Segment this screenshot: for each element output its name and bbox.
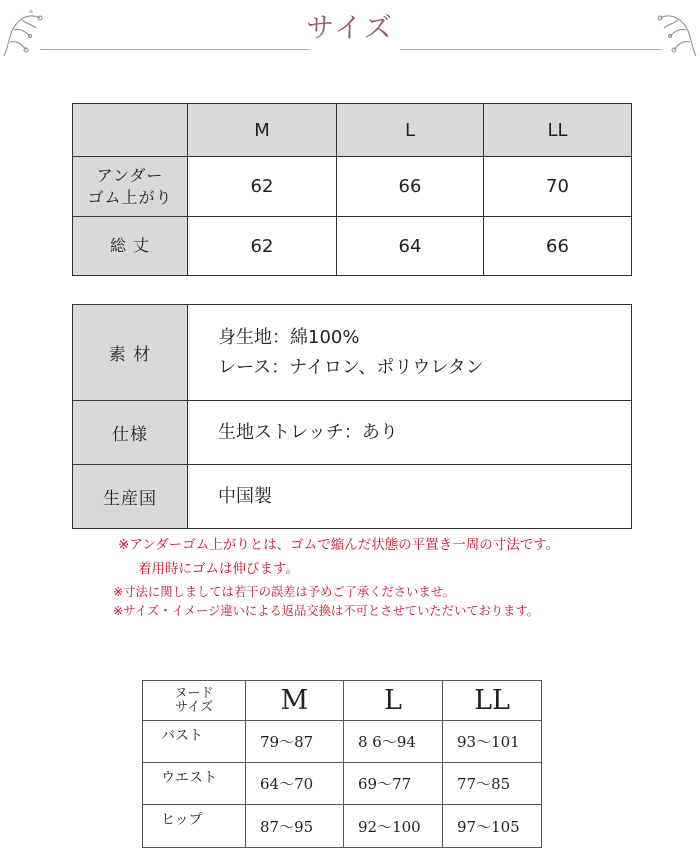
value-cell: 79～87 xyxy=(246,721,344,763)
table-row xyxy=(73,305,632,401)
value-cell: 87～95 xyxy=(246,805,344,848)
nude-col-m: M xyxy=(246,681,344,721)
floral-ornament-right-icon xyxy=(652,8,700,58)
spec-label: 仕様 xyxy=(73,401,188,465)
origin-label: 生産国 xyxy=(73,465,188,529)
col-header-l: L xyxy=(337,104,484,157)
size-table xyxy=(72,103,632,276)
value-cell: 64～70 xyxy=(246,763,344,805)
col-header-ll: LL xyxy=(484,104,632,157)
value-cell: 70 xyxy=(484,157,632,217)
material-value xyxy=(188,305,632,401)
spec-table xyxy=(72,304,632,529)
table-row xyxy=(73,401,632,465)
nude-header-line: ヌード xyxy=(174,685,214,701)
row-label-under xyxy=(73,157,188,217)
value-cell: 64 xyxy=(337,217,484,276)
nude-size-header xyxy=(143,681,246,721)
value-cell: 62 xyxy=(188,157,337,217)
material-line: 身生地：綿100% xyxy=(218,326,360,348)
table-row xyxy=(143,763,542,805)
value-cell: 8 6～94 xyxy=(344,721,443,763)
value-cell: 92～100 xyxy=(344,805,443,848)
table-row xyxy=(73,157,632,217)
note-line: ※サイズ・イメージ違いによる返品交換は不可とさせていただいております。 xyxy=(113,604,540,618)
title-rule-right xyxy=(400,49,662,50)
row-label-waist: ウエスト xyxy=(143,763,246,805)
size-header-row xyxy=(73,104,632,157)
value-cell: 97～105 xyxy=(443,805,542,848)
value-cell: 77～85 xyxy=(443,763,542,805)
nude-size-table xyxy=(142,680,542,848)
row-label-hip: ヒップ xyxy=(143,805,246,848)
note-line: ※寸法に関しましては若干の誤差は予めご了承くださいませ。 xyxy=(113,585,455,599)
notes-small xyxy=(113,583,539,621)
note-line: 着用時にゴムは伸びます。 xyxy=(138,561,299,577)
origin-value: 中国製 xyxy=(188,465,632,529)
nude-header-row xyxy=(143,681,542,721)
table-row xyxy=(143,721,542,763)
row-label-line: アンダー xyxy=(96,165,164,185)
material-line: レース：ナイロン、ポリウレタン xyxy=(218,356,484,378)
row-label-bust: バスト xyxy=(143,721,246,763)
value-cell: 93～101 xyxy=(443,721,542,763)
value-cell: 66 xyxy=(337,157,484,217)
material-label: 素 材 xyxy=(73,305,188,401)
corner-cell xyxy=(73,104,188,157)
page-title: サイズ xyxy=(306,11,394,44)
value-cell: 62 xyxy=(188,217,337,276)
nude-col-ll: LL xyxy=(443,681,542,721)
row-label-line: ゴム上がり xyxy=(87,187,173,207)
value-cell: 66 xyxy=(484,217,632,276)
nude-header-line: サイズ xyxy=(175,699,213,715)
spec-value: 生地ストレッチ：あり xyxy=(188,401,632,465)
row-label-total-length: 総 丈 xyxy=(73,217,188,276)
title-rule-left xyxy=(40,49,310,50)
floral-ornament-left-icon xyxy=(0,8,48,58)
note-line: ※アンダーゴム上がりとは、ゴムで縮んだ状態の平置き一周の寸法です。 xyxy=(118,537,560,553)
value-cell: 69～77 xyxy=(344,763,443,805)
notes-main xyxy=(118,533,559,581)
table-row xyxy=(143,805,542,848)
table-row xyxy=(73,217,632,276)
table-row xyxy=(73,465,632,529)
col-header-m: M xyxy=(188,104,337,157)
nude-col-l: L xyxy=(344,681,443,721)
